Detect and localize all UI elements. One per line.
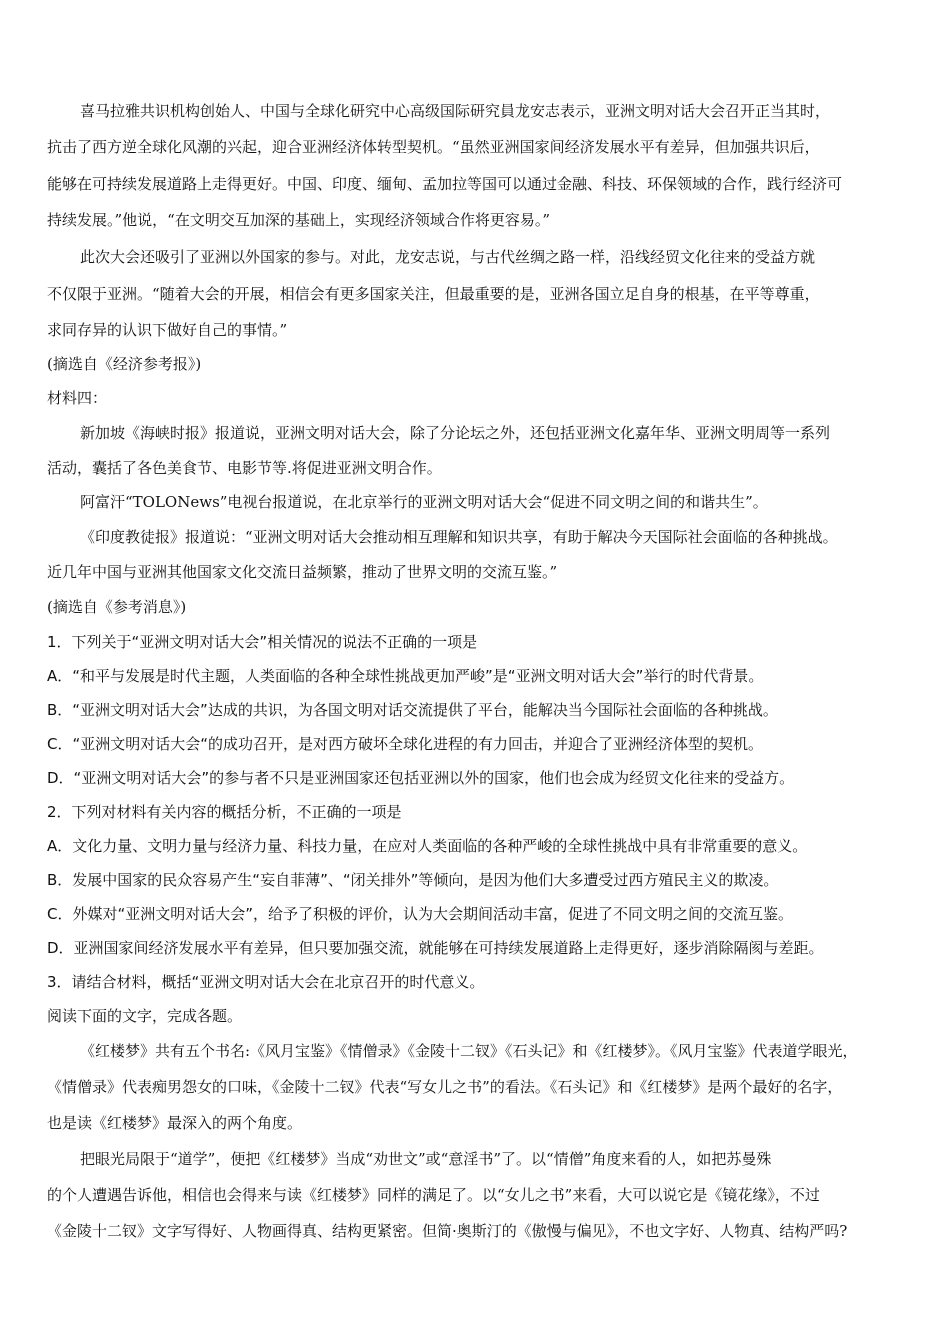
question-1-option-d: D．“亚洲文明对话大会”的参与者不只是亚洲国家还包括亚洲以外的国家，他们也会成为经贸文化往来的受益方。 bbox=[47, 769, 795, 787]
material4-p3-line1: 《印度教徒报》报道说：“亚洲文明对话大会推动相互理解和知识共享，有助于解决今天国际社会面临的各种挑战。 bbox=[80, 528, 838, 546]
reading2-p1-line1: 《红楼梦》共有五个书名:《风月宝鉴》《情僧录》《金陵十二钗》《石头记》和《红楼梦》。《风月宝鉴》代表道学眼光， bbox=[80, 1042, 858, 1060]
reading2-instruction: 阅读下面的文字，完成各题。 bbox=[47, 1007, 243, 1025]
passage3-p2-line3: 求同存异的认识下做好自己的事情。” bbox=[47, 321, 288, 339]
question-1-option-c: C．“亚洲文明对话大会“的成功召开，是对西方破坏全球化进程的有力回击，并迎合了亚洲经济体型的契机。 bbox=[47, 735, 764, 753]
question-1-option-b: B．“亚洲文明对话大会”达成的共识，为各国文明对话交流提供了平台，能解决当今国际社会面临的各种挑战。 bbox=[47, 701, 778, 719]
question-2-option-d: D．亚洲国家间经济发展水平有差异，但只要加强交流，就能够在可持续发展道路上走得更好，逐步消除隔阂与差距。 bbox=[47, 939, 824, 957]
reading2-p1-line2: 《情僧录》代表痴男怨女的口味，《金陵十二钗》代表“写女儿之书”的看法。《石头记》和《红楼梦》是两个最好的名字， bbox=[47, 1078, 843, 1096]
reading2-p2-line1: 把眼光局限于“道学”，便把《红楼梦》当成“劝世文”或“意淫书”了。以“情僧”角度来看的人，如把苏曼殊 bbox=[80, 1150, 772, 1168]
passage3-p1-line3: 能够在可持续发展道路上走得更好。中国、印度、缅甸、孟加拉等国可以通过金融、科技、环保领域的合作，践行经济可 bbox=[47, 175, 843, 193]
reading2-p2-line2: 的个人遭遇告诉他，相信也会得来与读《红楼梦》同样的满足了。以“女儿之书”来看，大可以说它是《镜花缘》，不过 bbox=[47, 1186, 820, 1204]
passage3-p1-line2: 抗击了西方逆全球化风潮的兴起，迎合亚洲经济体转型契机。“虽然亚洲国家间经济发展水平有差异，但加强共识后， bbox=[47, 138, 820, 156]
question-1-stem: 1．下列关于“亚洲文明对话大会”相关情况的说法不正确的一项是 bbox=[47, 633, 478, 651]
passage3-p1-line4: 持续发展。”他说，“在文明交互加深的基础上，实现经济领域合作将更容易。” bbox=[47, 211, 551, 229]
passage3-source: (摘选自《经济参考报》) bbox=[47, 355, 202, 373]
question-1-option-a: A．“和平与发展是时代主题，人类面临的各种全球性挑战更加严峻”是“亚洲文明对话大会”举行的时代背景。 bbox=[47, 667, 764, 685]
material4-p2: 阿富汗“TOLONews”电视台报道说，在北京举行的亚洲文明对话大会“促进不同文明之间的和谐共生”。 bbox=[80, 493, 768, 511]
material4-source: (摘选自《参考消息》) bbox=[47, 598, 187, 616]
passage3-p2-line1: 此次大会还吸引了亚洲以外国家的参与。对此，龙安志说，与古代丝绸之路一样，沿线经贸文化往来的受益方就 bbox=[80, 248, 816, 266]
material4-p3-line2: 近几年中国与亚洲其他国家文化交流日益频繁，推动了世界文明的交流互鉴。” bbox=[47, 563, 558, 581]
reading2-p2-line3: 《金陵十二钗》文字写得好、人物画得真、结构更紧密。但简·奥斯汀的《傲慢与偏见》，不也文字好、人物真、结构严吗? bbox=[47, 1222, 848, 1240]
question-2-option-a: A．文化力量、文明力量与经济力量、科技力量，在应对人类面临的各种严峻的全球性挑战中具有非常重要的意义。 bbox=[47, 837, 808, 855]
question-2-option-c: C．外媒对“亚洲文明对话大会”，给予了积极的评价，认为大会期间活动丰富，促进了不同文明之间的交流互鉴。 bbox=[47, 905, 794, 923]
material4-heading: 材料四： bbox=[47, 389, 108, 407]
question-2-option-b: B．发展中国家的民众容易产生“妄自菲薄”、“闭关排外”等倾向，是因为他们大多遭受过西方殖民主义的欺凌。 bbox=[47, 871, 779, 889]
question-2-stem: 2．下列对材料有关内容的概括分析，不正确的一项是 bbox=[47, 803, 402, 821]
material4-p1-line2: 活动，囊括了各色美食节、电影节等.将促进亚洲文明合作。 bbox=[47, 459, 442, 477]
passage3-p2-line2: 不仅限于亚洲。“随着大会的开展，相信会有更多国家关注，但最重要的是，亚洲各国立足自身的根基，在平等尊重， bbox=[47, 285, 820, 303]
material4-p1-line1: 新加坡《海峡时报》报道说，亚洲文明对话大会，除了分论坛之外，还包括亚洲文化嘉年华、亚洲文明周等一系列 bbox=[80, 424, 831, 442]
passage3-p1-line1: 喜马拉雅共识机构创始人、中国与全球化研究中心高级国际研究員龙安志表示，亚洲文明对话大会召开正当其时， bbox=[80, 102, 831, 120]
reading2-p1-line3: 也是读《红楼梦》最深入的两个角度。 bbox=[47, 1114, 303, 1132]
question-3-stem: 3．请结合材料，概括“亚洲文明对话大会在北京召开的时代意义。 bbox=[47, 973, 485, 991]
